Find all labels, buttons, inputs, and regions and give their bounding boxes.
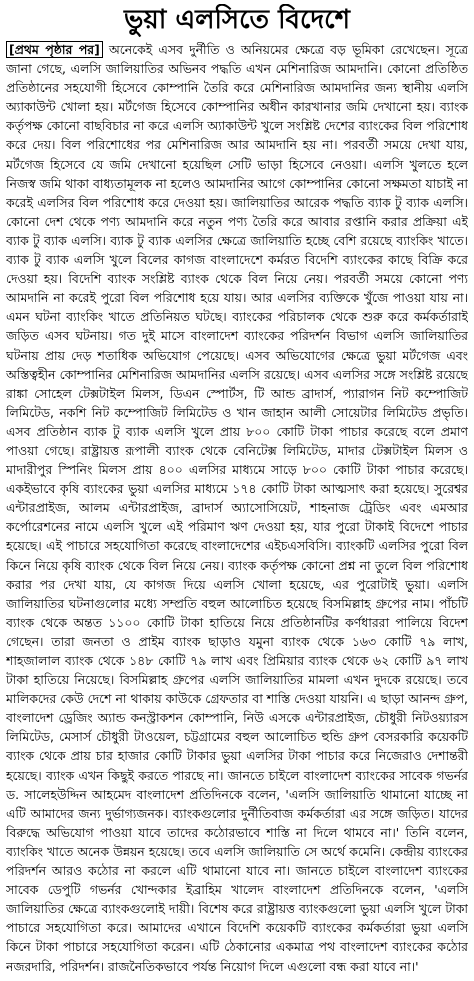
article-text: অনেকেই এসব দুর্নীতি ও অনিয়মের ক্ষেত্রে বড় ভূমিকা রেখেছেন। সূত্রে জানা গেছে, এলসি জালিয়াতির অভিনব পদ্ধতি এখন মেশিনারিজ আমদানি। কোনো প্রতিষ্ঠিত প্রতিষ্ঠানের সহযোগী হিসেবে কোম্পানি তৈরি করে মেশিনারিজ আমদানির জন্য স্থানীয় এলসি অ্যাকাউন্ট খোলা হয়। মর্টগেজ হিসেবে কোম্পানির অধীন কারখানার জমি দেখানো হয়। ব্যাংক কর্তৃপক্ষ কোনো বাছবিচার না করে এলসি অ্যাকাউন্ট খুলে সংশ্লিষ্ট দেশের ব্যাংকের বিল পরিশোধ করে দেয়। বিল পরিশোধের পর মেশিনারিজ আর আমদানি হয় না। পরবর্তী সময়ে দেখা যায়, মর্টগেজ হিসেবে যে জমি দেখানো হয়েছিল সেটি ভাড়া হিসেবে নেওয়া। এলসি খুলতে হলে নিজস্ব জমি থাকা বাধ্যতামূলক না হলেও আমদানির আগে কোম্পানির কোনো সক্ষমতা যাচাই না করেই এলসির বিল পরিশোধ করে দেওয়া হয়। জালিয়াতির আরেক পদ্ধতি ব্যাক টু ব্যাক এলসি। কোনো দেশ থেকে পণ্য আমদানি করে নতুন পণ্য তৈরি করে আবার রপ্তানি করার প্রক্রিয়া এই ব্যাক টু ব্যাক এলসি। ব্যাক টু ব্যাক এলসির ক্ষেত্রে জালিয়াতি হচ্ছে বেশি রয়েছে ব্যাংকিং খাতে। ব্যাক টু ব্যাক এলসি খুলে বিলের কাগজ বাংলাদেশে কর্মরত বিদেশি ব্যাংকের কাছে বিক্রি করে দেওয়া হয়। বিদেশি ব্যাংক সংশ্লিষ্ট ব্যাংক থেকে বিল নিয়ে নেয়। পরবর্তী সময়ে কোনো পণ্য আমদানি না করেই পুরো বিল পরিশোধ হয়ে যায়। আর এলসির ব্যক্তিকে খুঁজে পাওয়া যায় না। এমন ঘটনা ব্যাংকিং খাতে প্রতিনিয়ত ঘটছে। ব্যাংকের পরিচালক থেকে শুরু করে কর্মকর্তারাই জড়িত এসব ঘটনায়। গত দুই মাসে বাংলাদেশ ব্যাংকের পরিদর্শন বিভাগ এলসি জালিয়াতির ঘটনায় প্রায় দেড় শতাধিক অভিযোগ পেয়েছে। এসব অভিযোগের ক্ষেত্রে ভুয়া মর্টগেজ এবং অস্তিত্বহীন কোম্পানির মেশিনারিজ আমদানির এলসি রয়েছে। এসব এলসির সঙ্গে সংশ্লিষ্ট রয়েছে রাঙ্কা সোহেল টেক্সটাইল মিলস, ডিএন স্পোর্টস, টি আন্ড ব্রাদার্স, প্যারাগন নিট কম্পোজিট লিমিটেড, নকশি নিট কম্পোজিট লিমিটেড ও খান জাহান আলী সোয়েটার লিমিটেড প্রভৃতি। এসব প্রতিষ্ঠান ব্যাক টু ব্যাক এলসি খুলে প্রায় ৮০০ কোটি টাকা পাচার করেছে বলে প্রমাণ পাওয়া গেছে। রাষ্ট্রায়ত্ত রূপালী ব্যাংক থেকে বেনিটেক্স লিমিটেড, মাদার টেক্সটাইল মিলস ও মাদারীপুর স্পিনিং মিলস প্রায় ৪০০ এলসির মাধ্যমে সাড়ে ৮০০ কোটি টাকা পাচার করেছে। একইভাবে কৃষি ব্যাংকের ভুয়া এলসির মাধ্যমে ১৭৪ কোটি টাকা আত্মসাৎ করা হয়েছে। সুরেশ্বর এন্টারপ্রাইজ, আলম এন্টারপ্রাইজ, ব্রাদার্স অ্যাসোসিয়েট, শাহনাজ ট্রেডিং এবং এমআর কর্পোরেশনের নামে এলসি খুলে এই পরিমাণ ঋণ দেওয়া হয়, যার পুরো টাকাই বিদেশে পাচার হয়েছে। এই পাচারে সহযোগিতা করেছে বাংলাদেশের এইচএসবিসি। ব্যাংকটি এলসির পুরো বিল কিনে নিয়ে কৃষি ব্যাংক থেকে বিল নিয়ে নেয়। ব্যাংক কর্তৃপক্ষ কোনো প্রশ্ন না তুলে বিল পরিশোধ করার পর দেখা যায়, যে কাগজ দিয়ে এলসি খোলা হয়েছে, এর পুরোটাই ভুয়া। এলসি জালিয়াতির ঘটনাগুলোর মধ্যে সম্প্রতি বহুল আলোচিত হয়েছে বিসমিল্লাহ গ্রুপের নাম। পাঁচটি ব্যাংক থেকে অন্তত ১১০০ কোটি টাকা হাতিয়ে নিয়ে প্রতিষ্ঠানটির কর্ণধাররা পালিয়ে বিদেশ গেছেন। তারা জনতা ও প্রাইম ব্যাংক ছাড়াও যমুনা ব্যাংক থেকে ১৬৩ কোটি ৭৯ লাখ, শাহজালাল ব্যাংক থেকে ১৪৮ কোটি ৭৯ লাখ এবং প্রিমিয়ার ব্যাংক থেকে ৬২ কোটি ৯৭ লাখ টাকা হাতিয়ে নিয়েছে। বিসমিল্লাহ গ্রুপের এলসি জালিয়াতির মামলা এখন দুদকে রয়েছে। তবে মালিকদের কেউ দেশে না থাকায় কাউকে গ্রেফতার বা শাস্তি দেওয়া যায়নি। এ ছাড়া আনন্দ গ্রুপ, বাংলাদেশ ড্রেজিং অ্যান্ড কনস্ট্রাকশন কোম্পানি, নিউ এসকে এন্টারপ্রাইজ, চৌধুরী নিটওয়্যারস লিমিটেড, মেসার্স চৌধুরী টাওয়েল, চট্টগ্রামের বহুল আলোচিত হুন্ডি গ্রুপ বেসরকারি কয়েকটি ব্যাংক থেকে প্রায় চার হাজার কোটি টাকার ভুয়া এলসির টাকা পাচার করে নিজেরাও দেশান্তরী হয়েছে। ব্যাংক এখন কিছুই করতে পারছে না। জানতে চাইলে বাংলাদেশ ব্যাংকের সাবেক গভর্নর ড. সালেহউদ্দিন আহমেদ বাংলাদেশ প্রতিদিনকে বলেন, 'এলসি জালিয়াতি থামানো যাচ্ছে না এটি আমাদের জন্য দুর্ভাগ্যজনক। ব্যাংকগুলোর দুর্নীতিবাজ কর্মকর্তারা এর সঙ্গে জড়িত। যাদের বিরুদ্ধে অভিযোগ পাওয়া যাবে তাদের কঠোরভাবে শাস্তি না দিলে থামবে না।' তিনি বলেন, ব্যাংকিং খাতে অনেক উন্নয়ন হয়েছে। তবে এলসি জালিয়াতি সে অর্থে কমেনি। কেন্দ্রীয় ব্যাংকের পরিদর্শন আরও কঠোর না করলে এটি থামানো যাবে না। জানতে চাইলে বাংলাদেশ ব্যাংকের সাবেক ডেপুটি গভর্নর খোন্দকার ইব্রাহিম খালেদ বাংলাদেশ প্রতিদিনকে বলেন, 'এলসি জালিয়াতির ক্ষেত্রে ব্যাংকগুলোই দায়ী। বিশেষ করে রাষ্ট্রায়ত্ত ব্যাংকগুলো ভুয়া এলসি খুলে টাকা পাচারে সহযোগিতা করে। আমাদের এখানে বিদেশি কয়েকটি ব্যাংকের কর্মকর্তারা ভুয়া এলসি কিনে টাকা পাচারে সহযোগিতা করেন। এটি ঠেকানোর একমাত্র পথ বাংলাদেশ ব্যাংকের কঠোর নজরদারি, পরিদর্শন। রাজনৈতিকভাবে পর্যন্ত নিয়োগ দিলে এগুলো বন্ধ করা যাবে না।' <box>6 42 468 974</box>
continued-from-front-page-label: [প্রথম পৃষ্ঠার পর] <box>6 41 103 58</box>
article-body <box>6 40 468 978</box>
article-headline: ভুয়া এলসিতে বিদেশে <box>124 5 350 35</box>
